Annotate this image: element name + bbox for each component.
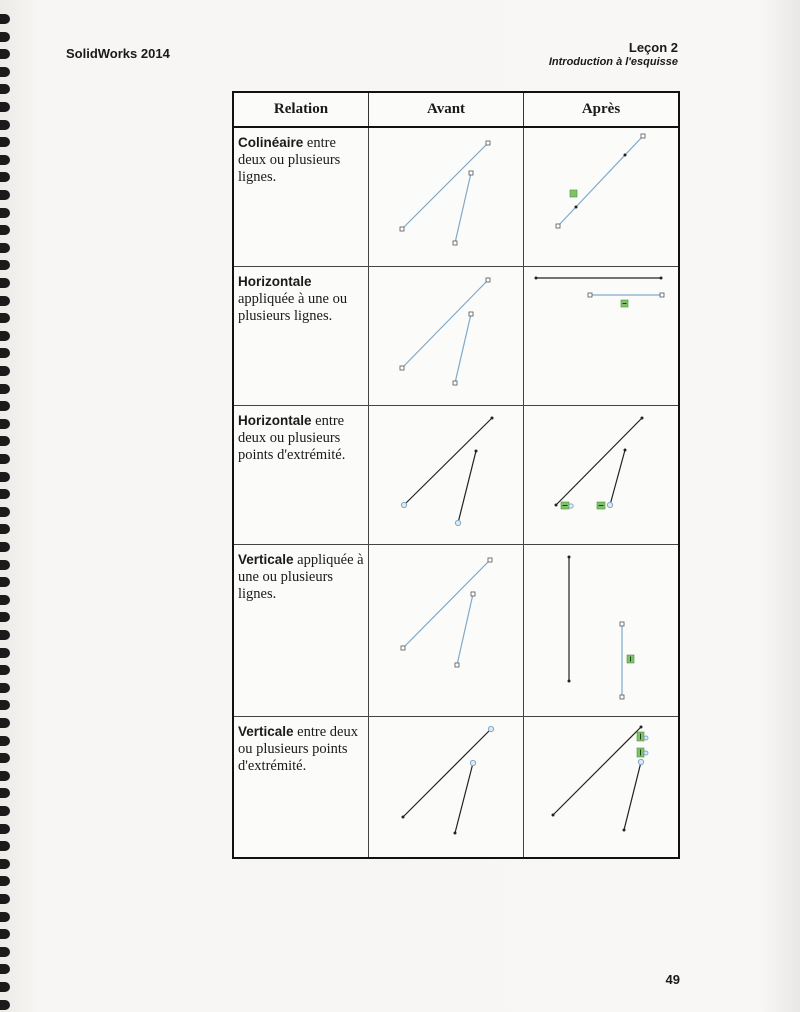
spiral-ring: [0, 155, 10, 165]
spiral-ring: [0, 243, 10, 253]
after-sketch: [524, 717, 680, 859]
spiral-ring: [0, 700, 10, 710]
spiral-ring: [0, 348, 10, 358]
relation-keyword: Horizontale: [238, 274, 312, 289]
table-row: [233, 545, 679, 717]
spiral-ring: [0, 419, 10, 429]
spiral-ring: [0, 472, 10, 482]
spiral-ring: [0, 278, 10, 288]
page-number: 49: [665, 972, 680, 987]
spiral-ring: [0, 964, 10, 974]
relation-text: appliquée à une ou plusieurs lignes.: [238, 552, 364, 602]
spiral-ring: [0, 14, 10, 24]
spiral-ring: [0, 1000, 10, 1010]
collinear-badge-icon: [570, 190, 577, 197]
spiral-ring: [0, 859, 10, 869]
spiral-ring: [0, 947, 10, 957]
table-row: [233, 717, 679, 859]
relation-description: [233, 267, 369, 406]
after-sketch: [524, 545, 680, 717]
table-row: [233, 406, 679, 545]
spiral-ring: [0, 841, 10, 851]
spiral-ring: [0, 384, 10, 394]
spiral-ring: [0, 260, 10, 270]
spiral-ring: [0, 436, 10, 446]
spiral-ring: [0, 665, 10, 675]
spiral-ring: [0, 507, 10, 517]
spiral-ring: [0, 172, 10, 182]
relation-description: [233, 717, 369, 859]
spiral-ring: [0, 824, 10, 834]
spiral-ring: [0, 32, 10, 42]
spiral-ring: [0, 225, 10, 235]
column-header-after: Après: [524, 92, 680, 127]
sketch-vertical-lines-after: [524, 545, 678, 710]
spiral-ring: [0, 313, 10, 323]
spiral-ring: [0, 982, 10, 992]
spiral-ring: [0, 454, 10, 464]
spiral-ring: [0, 489, 10, 499]
spiral-ring: [0, 718, 10, 728]
relation-description: [233, 127, 369, 267]
table-row: [233, 127, 679, 267]
sketch-horizontal-points-before: [369, 406, 523, 538]
sketch-vertical-points-before: [369, 717, 523, 851]
spiral-ring: [0, 806, 10, 816]
sketch-horizontal-lines-after: [524, 267, 678, 399]
table-row: [233, 267, 679, 406]
spiral-binding: [0, 0, 14, 1012]
header-lesson-number: Leçon 2: [628, 40, 678, 55]
after-sketch: [524, 127, 680, 267]
sketch-horizontal-lines-before: [369, 267, 523, 399]
sketch-collinear-before: [369, 128, 523, 260]
spiral-ring: [0, 102, 10, 112]
before-sketch: [369, 406, 524, 545]
relations-table: [232, 91, 680, 859]
spiral-ring: [0, 612, 10, 622]
spiral-ring: [0, 67, 10, 77]
spiral-ring: [0, 401, 10, 411]
relation-description: [233, 545, 369, 717]
sketch-horizontal-points-after: [524, 406, 678, 538]
relation-keyword: Verticale: [238, 724, 294, 739]
header-lesson: [549, 40, 678, 70]
spiral-ring: [0, 771, 10, 781]
spiral-ring: [0, 894, 10, 904]
spiral-ring: [0, 788, 10, 798]
column-header-before: Avant: [369, 92, 524, 127]
relation-text: appliquée à une ou plusieurs lignes.: [238, 291, 348, 324]
relation-keyword: Colinéaire: [238, 135, 304, 150]
spiral-ring: [0, 84, 10, 94]
spiral-ring: [0, 524, 10, 534]
spiral-ring: [0, 190, 10, 200]
spiral-ring: [0, 683, 10, 693]
before-sketch: [369, 267, 524, 406]
spiral-ring: [0, 560, 10, 570]
column-header-relation: Relation: [233, 92, 369, 127]
sketch-vertical-points-after: [524, 717, 678, 851]
spiral-ring: [0, 120, 10, 130]
spiral-ring: [0, 49, 10, 59]
spiral-ring: [0, 577, 10, 587]
before-sketch: [369, 545, 524, 717]
spiral-ring: [0, 929, 10, 939]
spiral-ring: [0, 912, 10, 922]
sketch-vertical-lines-before: [369, 545, 523, 710]
table-header-row: [233, 92, 679, 127]
spiral-ring: [0, 876, 10, 886]
header-lesson-subtitle: Introduction à l'esquisse: [548, 56, 678, 68]
relation-description: [233, 406, 369, 545]
after-sketch: [524, 406, 680, 545]
spiral-ring: [0, 648, 10, 658]
relation-text: entre deux ou plusieurs points d'extrémité.: [238, 413, 346, 463]
relation-text: entre deux ou plusieurs lignes.: [238, 135, 341, 185]
relation-text: entre deux ou plusieurs points d'extrémité.: [238, 724, 358, 774]
spiral-ring: [0, 331, 10, 341]
spiral-ring: [0, 753, 10, 763]
before-sketch: [369, 127, 524, 267]
spiral-ring: [0, 296, 10, 306]
after-sketch: [524, 267, 680, 406]
spiral-ring: [0, 137, 10, 147]
before-sketch: [369, 717, 524, 859]
spiral-ring: [0, 595, 10, 605]
spiral-ring: [0, 542, 10, 552]
sketch-collinear-after: [524, 128, 678, 260]
spiral-ring: [0, 736, 10, 746]
header-book-title: SolidWorks 2014: [66, 46, 170, 61]
spiral-ring: [0, 366, 10, 376]
relation-keyword: Verticale: [238, 552, 294, 567]
spiral-ring: [0, 630, 10, 640]
spiral-ring: [0, 208, 10, 218]
relation-keyword: Horizontale: [238, 413, 312, 428]
